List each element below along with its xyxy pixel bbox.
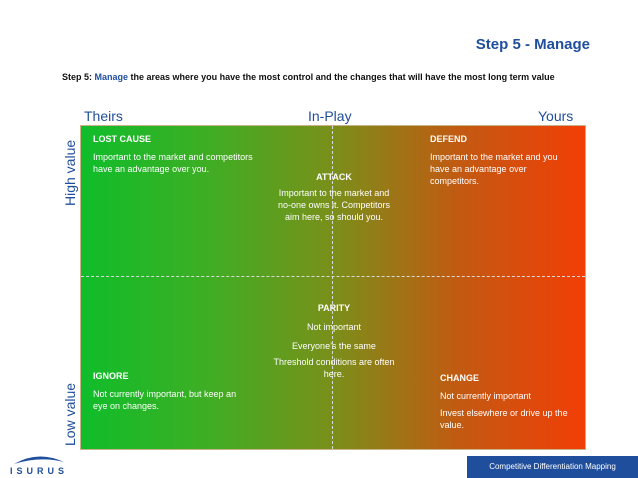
quadrant-line: Threshold conditions are often here. xyxy=(273,357,395,379)
intro-highlight: Manage xyxy=(94,72,129,82)
quadrant-heading: LOST CAUSE xyxy=(93,134,152,144)
quadrant-parity xyxy=(272,299,396,380)
intro-body: the areas where you have the most control and the changes that will have the most long term value xyxy=(128,72,555,82)
logo-text: ISURUS xyxy=(10,466,69,476)
quadrant-heading: ATTACK xyxy=(316,172,352,182)
quadrant-heading: CHANGE xyxy=(440,373,480,383)
quadrant-change xyxy=(440,372,580,431)
quadrant-heading: DEFEND xyxy=(430,134,468,144)
intro-text xyxy=(62,68,622,87)
axis-label-in-play: In-Play xyxy=(308,108,352,124)
quadrant-defend xyxy=(430,133,578,187)
horizontal-divider xyxy=(81,276,585,277)
axis-label-high-value: High value xyxy=(62,139,78,206)
quadrant-body: Important to the market and you have an advantage over competitors. xyxy=(430,152,558,186)
page-title: Step 5 - Manage xyxy=(475,36,590,53)
quadrant-heading: IGNORE xyxy=(93,371,129,381)
quadrant-attack xyxy=(272,171,396,223)
quadrant-body: Important to the market and competitors have an advantage over you. xyxy=(93,152,253,174)
footer-banner: Competitive Differentiation Mapping xyxy=(467,456,638,478)
quadrant-line: Everyone’s the same xyxy=(292,341,376,351)
quadrant-body: Not currently important, but keep an eye on changes. xyxy=(93,389,237,411)
quadrant-ignore xyxy=(93,370,243,412)
intro-prefix: Step 5: xyxy=(62,72,95,82)
quadrant-lost-cause xyxy=(93,133,253,175)
quadrant-line: Not currently important xyxy=(440,391,532,401)
axis-label-yours: Yours xyxy=(538,108,574,124)
quadrant-heading: PARITY xyxy=(317,303,351,313)
axis-label-low-value: Low value xyxy=(62,382,78,446)
quadrant-line: Not important xyxy=(306,322,362,332)
quadrant-line: Invest elsewhere or drive up the value. xyxy=(440,408,568,430)
quadrant-body: Important to the market and no-one owns it. Competitors aim here, so should you. xyxy=(277,188,391,222)
axis-label-theirs: Theirs xyxy=(84,108,123,124)
